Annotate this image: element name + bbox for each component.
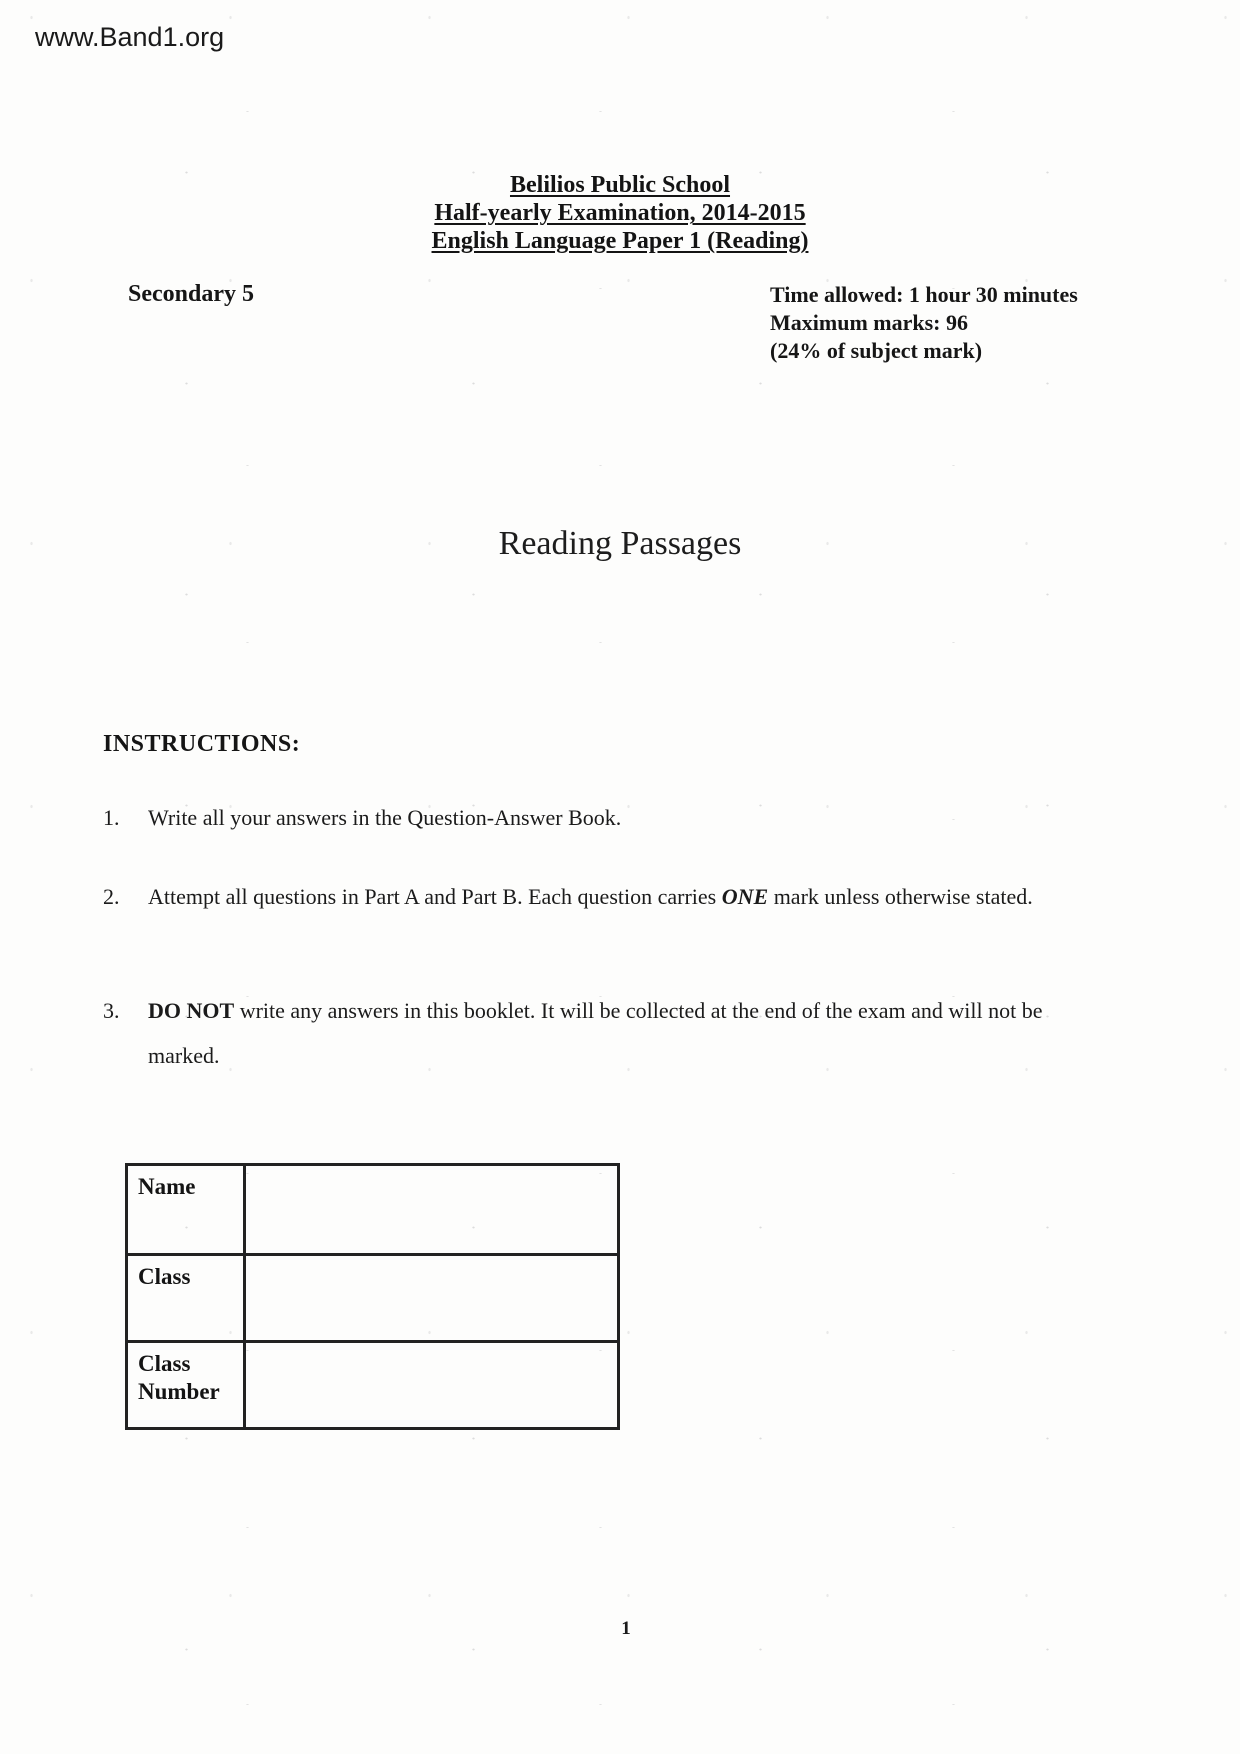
instruction-text-segment: Write all your answers in the Question-Answer Book. — [148, 805, 622, 830]
time-allowed-text: Time allowed: 1 hour 30 minutes — [770, 282, 1078, 307]
subject-mark-percentage-text: (24% of subject mark) — [770, 338, 983, 363]
instruction-item-2 — [103, 874, 1053, 919]
exam-title-block — [0, 171, 1240, 255]
instruction-text — [148, 874, 1053, 919]
instruction-item-3 — [103, 988, 1053, 1078]
class-number-label: Class Number — [128, 1343, 246, 1427]
instruction-emphasis: ONE — [721, 884, 769, 909]
section-title: Reading Passages — [498, 525, 742, 562]
paper-title: English Language Paper 1 (Reading) — [431, 228, 809, 254]
page-number: 1 — [621, 1618, 631, 1639]
instruction-number: 3. — [103, 998, 120, 1023]
instructions-heading: INSTRUCTIONS: — [103, 731, 301, 757]
instruction-number: 2. — [103, 884, 120, 909]
instruction-number: 1. — [103, 805, 120, 830]
class-label: Class — [128, 1256, 246, 1340]
instruction-text-segment: mark unless otherwise stated. — [768, 884, 1033, 909]
exam-session-title: Half-yearly Examination, 2014-2015 — [434, 200, 806, 226]
school-name: Belilios Public School — [509, 172, 731, 198]
class-number-value-cell — [246, 1343, 617, 1427]
class-level-label: Secondary 5 — [128, 281, 254, 307]
exam-meta-block — [770, 281, 1078, 365]
table-row-name — [128, 1166, 617, 1253]
instruction-text — [148, 988, 1053, 1078]
instruction-text-segment: Attempt all questions in Part A and Part B. Each question carries — [148, 884, 722, 909]
watermark-text: www.Band1.org — [35, 22, 225, 52]
class-value-cell — [246, 1256, 617, 1340]
instruction-item-1 — [103, 795, 1053, 840]
instruction-text — [148, 795, 1053, 840]
name-value-cell — [246, 1166, 617, 1253]
instruction-text-segment: write any answers in this booklet. It will be collected at the end of the exam and will not be marked. — [148, 998, 1043, 1068]
table-row-class-number — [128, 1340, 617, 1427]
name-label: Name — [128, 1166, 246, 1253]
maximum-marks-text: Maximum marks: 96 — [770, 310, 968, 335]
student-info-table — [125, 1163, 620, 1430]
table-row-class — [128, 1253, 617, 1340]
instruction-emphasis: DO NOT — [148, 998, 235, 1023]
